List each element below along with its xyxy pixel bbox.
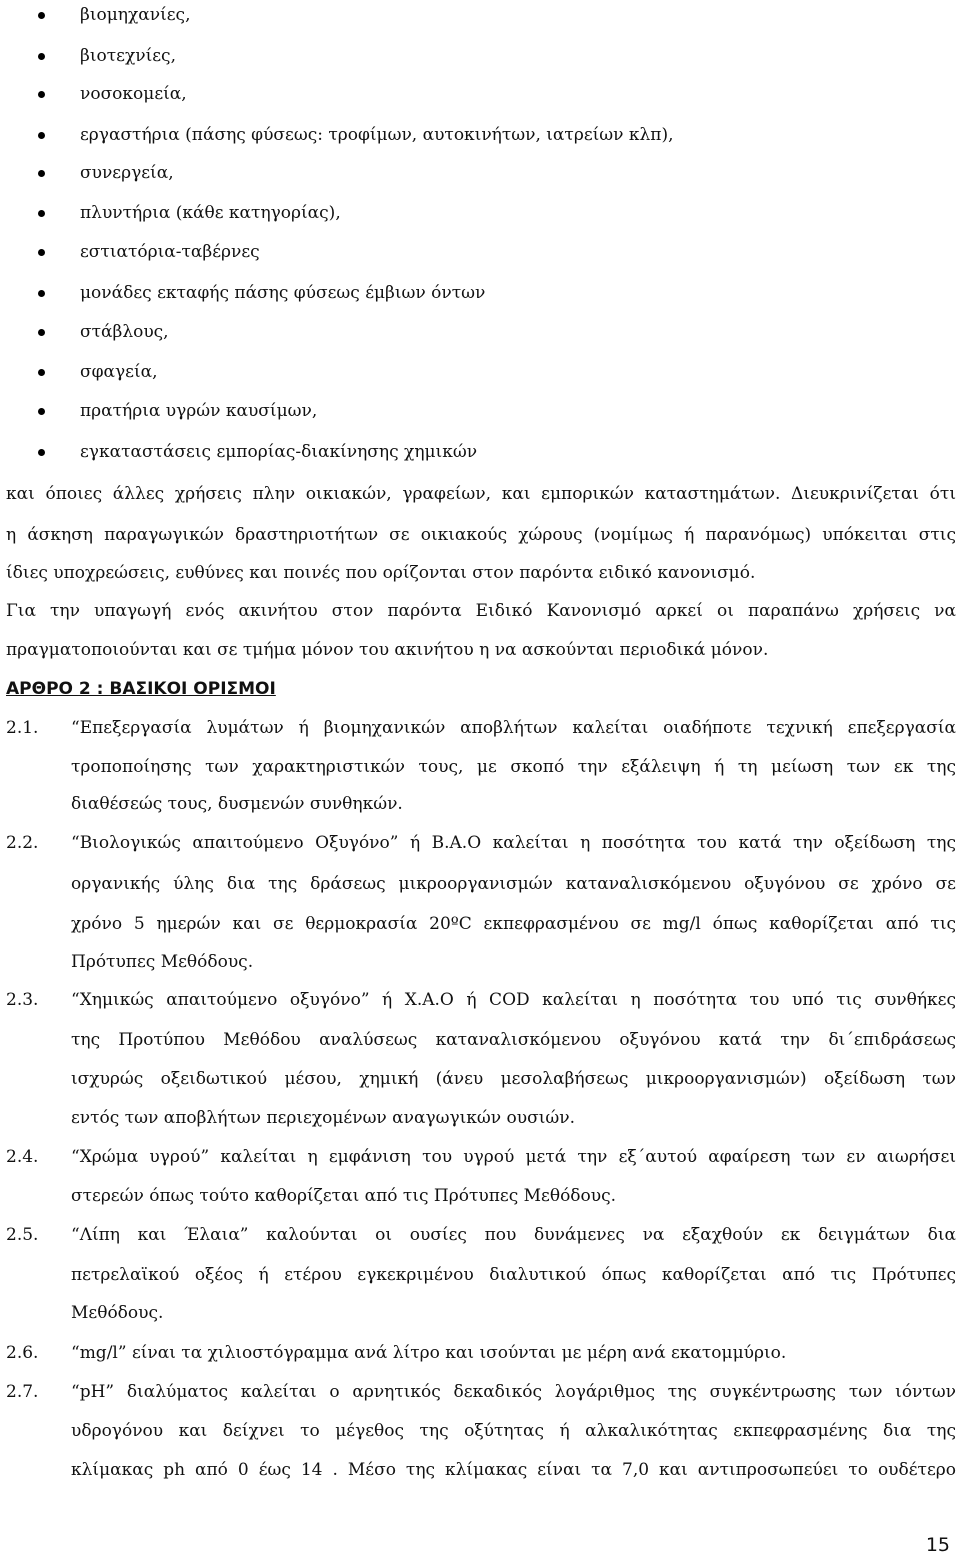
- paragraph-line: ίδιες υποχρεώσεις, ευθύνες και ποινές που ορίζονται στον παρόντα ειδικό κανονισμό.: [6, 563, 756, 583]
- definition-line: “Βιολογικώς απαιτούμενο Οξυγόνο” ή Β.Α.Ο καλείται η ποσότητα του κατά την οξείδωση της: [71, 833, 956, 853]
- definition-line: υδρογόνου και δείχνει το μέγεθος της οξύτητας ή αλκαλικότητας εκπεφρασμένης δια της: [71, 1421, 956, 1441]
- definition-number: 2.5.: [6, 1225, 39, 1245]
- bullet-dot-icon: [38, 290, 45, 297]
- definition-number: 2.4.: [6, 1147, 39, 1167]
- definition-line: Πρότυπες Μεθόδους.: [71, 952, 254, 972]
- definition-line: στερεών όπως τούτο καθορίζεται από τις Πρότυπες Μεθόδους.: [71, 1186, 617, 1206]
- definition-line: τροποποίησης των χαρακτηριστικών τους, με σκοπό την εξάλειψη ή τη μείωση των εκ της: [71, 757, 956, 777]
- definition-line: “Λίπη και Έλαια” καλούνται οι ουσίες που δυνάμενες να εξαχθούν εκ δειγμάτων δια: [71, 1225, 956, 1245]
- definition-line: “Χημικώς απαιτούμενο οξυγόνο” ή Χ.Α.Ο ή COD καλείται η ποσότητα του υπό τις συνθήκες: [71, 990, 956, 1010]
- definition-line: “Επεξεργασία λυμάτων ή βιομηχανικών αποβλήτων καλείται οιαδήποτε τεχνική επεξεργασία: [71, 718, 956, 738]
- paragraph-line: Για την υπαγωγή ενός ακινήτου στον παρόντα Ειδικό Κανονισμό αρκεί οι παραπάνω χρήσεις να: [6, 601, 956, 621]
- definition-line: οργανικής ύλης δια της δράσεως μικροοργανισμών καταναλισκόμενου οξυγόνου σε χρόνο σε: [71, 874, 956, 894]
- definition-number: 2.6.: [6, 1343, 39, 1363]
- definition-line: διαθέσεώς τους, δυσμενών συνθηκών.: [71, 794, 403, 814]
- paragraph-line: πραγματοποιούνται και σε τμήμα μόνον του ακινήτου η να ασκούνται περιοδικά μόνον.: [6, 640, 769, 660]
- definition-line: “mg/l” είναι τα χιλιοστόγραμμα ανά λίτρο και ισούνται με μέρη ανά εκατομμύριο.: [71, 1343, 787, 1363]
- bullet-dot-icon: [38, 369, 45, 376]
- bullet-dot-icon: [38, 170, 45, 177]
- definition-line: ισχυρώς οξειδωτικού μέσου, χημική (άνευ μεσολαβήσεως μικροοργανισμών) οξείδωση των: [71, 1069, 956, 1089]
- bullet-dot-icon: [38, 53, 45, 60]
- bullet-dot-icon: [38, 12, 45, 19]
- definition-line: πετρελαϊκού οξέος ή ετέρου εγκεκριμένου διαλυτικού όπως καθορίζεται από τις Πρότυπες: [71, 1265, 956, 1285]
- bullet-dot-icon: [38, 329, 45, 336]
- paragraph-line: και όποιες άλλες χρήσεις πλην οικιακών, γραφείων, και εμπορικών καταστημάτων. Διευκρινίζεται ότι: [6, 484, 956, 504]
- definition-line: “pH” διαλύματος καλείται ο αρνητικός δεκαδικός λογάριθμος της συγκέντρωσης των ιόντων: [71, 1382, 956, 1402]
- definition-line: εντός των αποβλήτων περιεχομένων αναγωγικών ουσιών.: [71, 1108, 575, 1128]
- bullet-dot-icon: [38, 91, 45, 98]
- definition-line: της Προτύπου Μεθόδου αναλύσεως καταναλισκόμενου οξυγόνου κατά την δι΄επιδράσεως: [71, 1030, 956, 1050]
- bullet-dot-icon: [38, 408, 45, 415]
- definition-number: 2.3.: [6, 990, 39, 1010]
- definition-number: 2.2.: [6, 833, 39, 853]
- bullet-dot-icon: [38, 132, 45, 139]
- definition-line: “Χρώμα υγρού” καλείται η εμφάνιση του υγρού μετά την εξ΄αυτού αφαίρεση των εν αιωρήσει: [71, 1147, 956, 1167]
- definition-line: χρόνο 5 ημερών και σε θερμοκρασία 20ºC εκπεφρασμένου σε mg/l όπως καθορίζεται από τις: [71, 914, 956, 934]
- definition-number: 2.1.: [6, 718, 39, 738]
- document-page: βιομηχανίες, βιοτεχνίες, νοσοκομεία, εργαστήρια (πάσης φύσεως: τροφίμων, αυτοκινήτων, ιατρείων κλπ), συνεργεία, πλυντήρια (κάθε κατηγορίας), εστιατόρια-ταβέρνες μονάδες εκταφής πάσης φύσεως έμβιων όντων στάβλους, σφαγεία, πρατήρια υγρών καυσίμων, εγκαταστάσεις εμπορίας-διακίνησης χημικών και όποιες άλλες χρήσεις πλην οικιακών, γραφείων, και εμπορικών καταστημάτων. Διευκρινίζεται ότι η άσκηση παραγωγικών δραστηριοτήτων σε οικιακούς χώρους (νομίμως ή παρανόμως) υπόκειται στις ίδιες υποχρεώσεις, ευθύνες και ποινές που ορίζονται στον παρόντα ειδικό κανονισμό. Για την υπαγωγή ενός ακινήτου στον παρόντα Ειδικό Κανονισμό αρκεί οι παραπάνω χρήσεις να πραγματοποιούνται και σε τμήμα μόνον του ακινήτου η να ασκούνται περιοδικά μόνον. ΑΡΘΡΟ 2 : ΒΑΣΙΚΟΙ ΟΡΙΣΜΟΙ 2.1. “Επεξεργασία λυμάτων ή βιομηχανικών αποβλήτων καλείται οιαδήποτε τεχνική επεξεργασία τροποποίησης των χαρακτηριστικών τους, με σκοπό την εξάλειψη ή τη μείωση των εκ της διαθέσεώς τους, δυσμενών συνθηκών. 2.2. “Βιολογικώς απαιτούμενο Οξυγόνο” ή Β.Α.Ο καλείται η ποσότητα του κατά την οξείδωση της οργανικής ύλης δια της δράσεως μικροοργανισμών καταναλισκόμενου οξυγόνου σε χρόνο σε χρόνο 5 ημερών και σε θερμοκρασία 20ºC εκπεφρασμένου σε mg/l όπως καθορίζεται από τις Πρότυπες Μεθόδους. 2.3. “Χημικώς απαιτούμενο οξυγόνο” ή Χ.Α.Ο ή COD καλείται η ποσότητα του υπό τις συνθήκες της Προτύπου Μεθόδου αναλύσεως καταναλισκόμενου οξυγόνου κατά την δι΄επιδράσεως ισχυρώς οξειδωτικού μέσου, χημική (άνευ μεσολαβήσεως μικροοργανισμών) οξείδωση των εντός των αποβλήτων περιεχομένων αναγωγικών ουσιών. 2.4. “Χρώμα υγρού” καλείται η εμφάνιση του υγρού μετά την εξ΄αυτού αφαίρεση των εν αιωρήσει στερεών όπως τούτο καθορίζεται από τις Πρότυπες Μεθόδους. 2.5. “Λίπη και Έλαια” καλούνται οι ουσίες που δυνάμενες να εξαχθούν εκ δειγμάτων δια πετρελαϊκού οξέος ή ετέρου εγκεκριμένου διαλυτικού όπως καθορίζεται από τις Πρότυπες Μεθόδους. 2.6. “mg/l” είναι τα χιλιοστόγραμμα ανά λίτρο και ισούνται με μέρη ανά εκατομμύριο. 2.7. “pH” διαλύματος καλείται ο αρνητικός δεκαδικός λογάριθμος της συγκέντρωσης των ιόντων υδρογόνου και δείχνει το μέγεθος της οξύτητας ή αλκαλικότητας εκπεφρασμένης δια της κλίμακας ph από 0 έως 14 . Μέσο της κλίμακας είναι τα 7,0 και αντιπροσωπεύει το ουδέτερο 15: [6, 5, 956, 1556]
- bullet-dot-icon: [38, 249, 45, 256]
- definition-line: κλίμακας ph από 0 έως 14 . Μέσο της κλίμακας είναι τα 7,0 και αντιπροσωπεύει το ουδέτερο: [71, 1460, 956, 1480]
- article-heading: ΑΡΘΡΟ 2 : ΒΑΣΙΚΟΙ ΟΡΙΣΜΟΙ: [6, 679, 276, 699]
- definition-line: Μεθόδους.: [71, 1303, 164, 1323]
- definition-number: 2.7.: [6, 1382, 39, 1402]
- bullet-dot-icon: [38, 449, 45, 456]
- page-number: 15: [925, 1534, 950, 1556]
- paragraph-line: η άσκηση παραγωγικών δραστηριοτήτων σε οικιακούς χώρους (νομίμως ή παρανόμως) υπόκειται στις: [6, 525, 956, 545]
- bullet-dot-icon: [38, 210, 45, 217]
